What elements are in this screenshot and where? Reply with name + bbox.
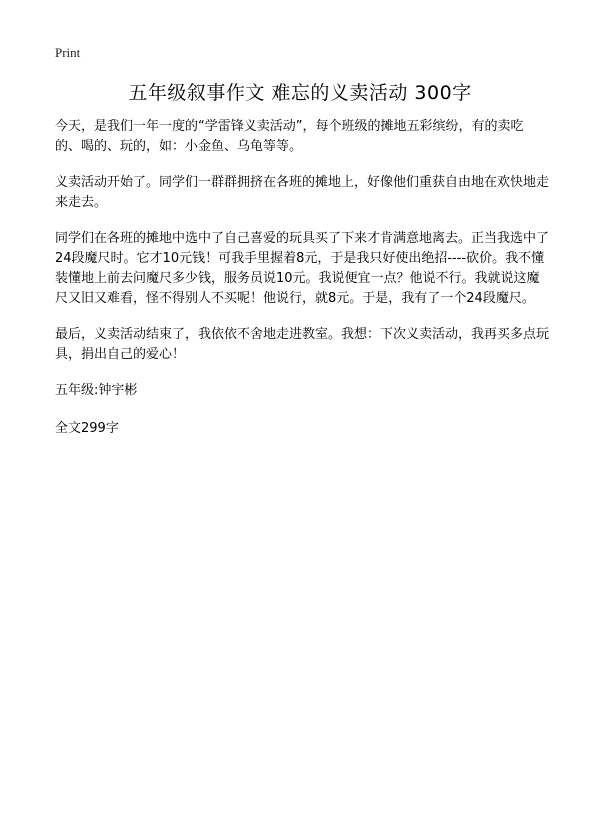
article-title: 五年级叙事作文 难忘的义卖活动 300字 [128,82,472,104]
word-count: 全文299字 [55,421,119,436]
paragraph-2: 义卖活动开始了。同学们一群群拥挤在各班的摊地上，好像他们重获自由地在欢快地走来走去。 [55,175,550,210]
paragraph-4: 最后，义卖活动结束了，我依依不舍地走进教室。我想：下次义卖活动，我再买多点玩具，捐出自己的爱心！ [55,327,550,362]
author-line: 五年级:钟宇彬 [55,383,138,398]
print-link[interactable]: Print [55,45,81,60]
paragraph-3: 同学们在各班的摊地中选中了自己喜爱的玩具买了下来才肯满意地离去。正当我选中了24段魔尺时。它才10元钱！可我手里握着8元，于是我只好使出绝招----砍价。我不懂装懂地上前去问魔尺多少钱，服务员说10元。我说便宜一点？他说不行。我就说这魔尺又旧又难看，怪不得别人不买呢！他说行，就8元。于是，我有了一个24段魔尺。 [55,231,550,306]
paragraph-1: 今天，是我们一年一度的“学雷锋义卖活动”，每个班级的摊地五彩缤纷，有的卖吃的、喝的、玩的，如：小金鱼、乌龟等等。 [55,119,524,154]
article-body [55,117,549,439]
